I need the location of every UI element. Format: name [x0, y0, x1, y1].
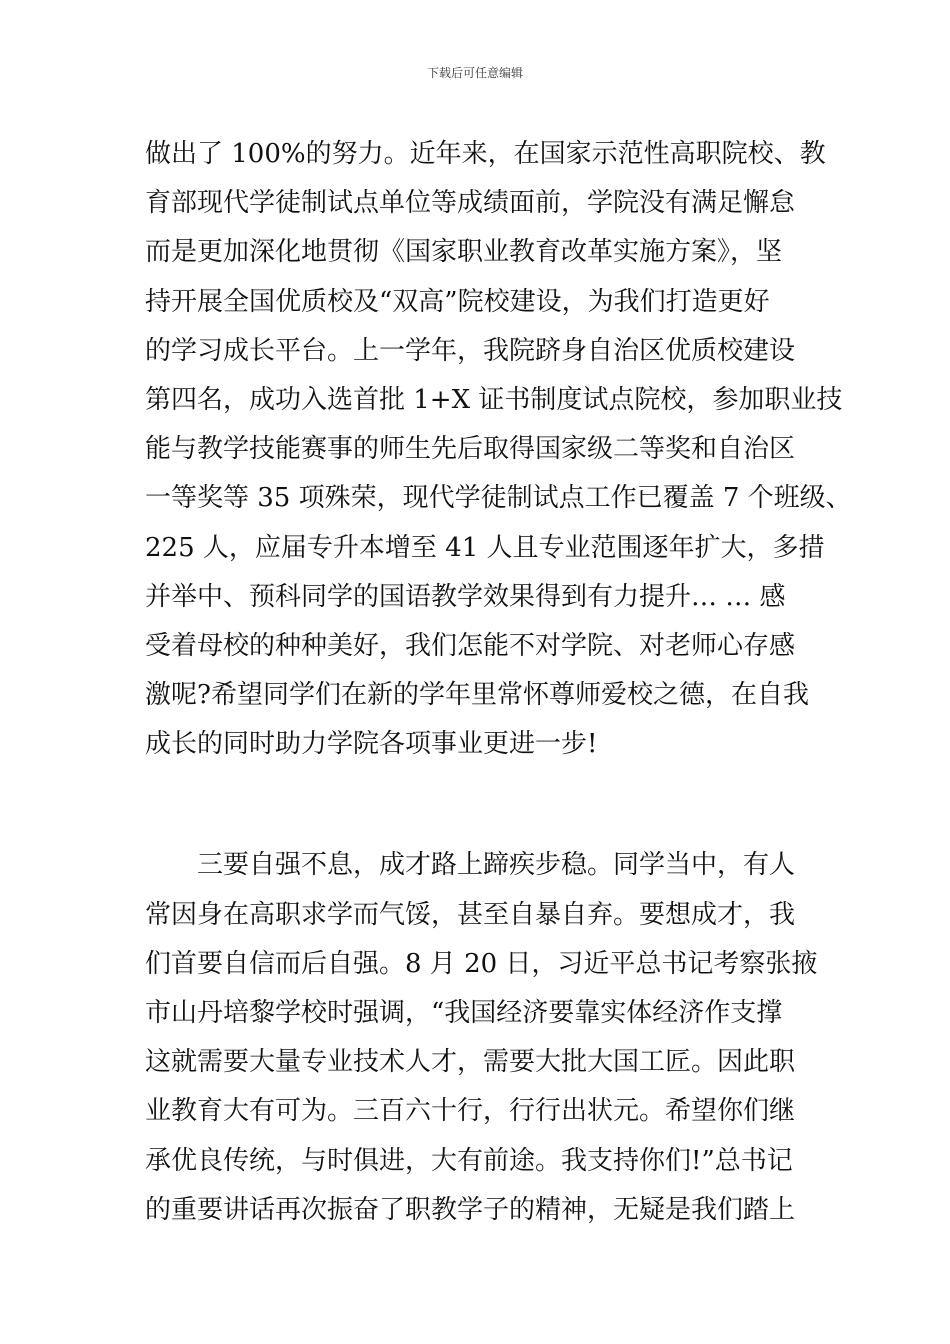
page-header: 下载后可任意编辑	[426, 66, 523, 80]
paragraph-1	[145, 130, 852, 769]
text-line: 225 人，应届专升本增至 41 人且专业范围逐年扩大，多措	[145, 532, 825, 563]
text-line: 三要自强不息，成才路上蹄疾步稳。同学当中，有人	[197, 850, 796, 881]
paragraph-spacer	[145, 769, 825, 841]
text-line: 一等奖等 35 项殊荣，现代学徒制试点工作已覆盖 7 个班级、	[145, 483, 852, 514]
text-line: 育部现代学徒制试点单位等成绩面前，学院没有满足懈怠	[145, 188, 796, 219]
document-body	[145, 130, 852, 1235]
text-line: 成长的同时助力学院各项事业更进一步!	[145, 729, 598, 760]
text-line: 激呢?希望同学们在新的学年里常怀尊师爱校之德，在自我	[145, 680, 809, 711]
text-line: 持开展全国优质校及“双高”院校建设，为我们打造更好	[145, 286, 770, 317]
text-line: 的重要讲话再次振奋了职教学子的精神，无疑是我们踏上	[145, 1194, 796, 1225]
text-line: 这就需要大量专业技术人才，需要大批大国工匠。因此职	[145, 1047, 796, 1078]
paragraph-2	[145, 841, 825, 1235]
text-line: 业教育大有可为。三百六十行，行行出状元。希望你们继	[145, 1096, 796, 1127]
text-line: 市山丹培黎学校时强调，“我国经济要靠实体经济作支撑	[145, 998, 783, 1028]
text-line: 受着母校的种种美好，我们怎能不对学院、对老师心存感	[145, 630, 796, 661]
text-line: 第四名，成功入选首批 1+X 证书制度试点院校，参加职业技	[145, 384, 843, 415]
text-line: 们首要自信而后自强。8 月 20 日，习近平总书记考察张掖	[145, 948, 818, 979]
text-line: 常因身在高职求学而气馁，甚至自暴自弃。要想成才，我	[145, 899, 796, 930]
text-line: 并举中、预科同学的国语教学效果得到有力提升… … 感	[145, 581, 786, 612]
text-line: 的学习成长平台。上一学年，我院跻身自治区优质校建设	[145, 335, 796, 366]
text-line: 能与教学技能赛事的师生先后取得国家级二等奖和自治区	[145, 434, 796, 465]
text-line: 做出了 100%的努力。近年来，在国家示范性高职院校、教	[145, 139, 826, 169]
text-line: 承优良传统，与时俱进，大有前途。我支持你们!”总书记	[145, 1145, 793, 1176]
text-line: 而是更加深化地贯彻《国家职业教育改革实施方案》，坚	[145, 237, 783, 268]
